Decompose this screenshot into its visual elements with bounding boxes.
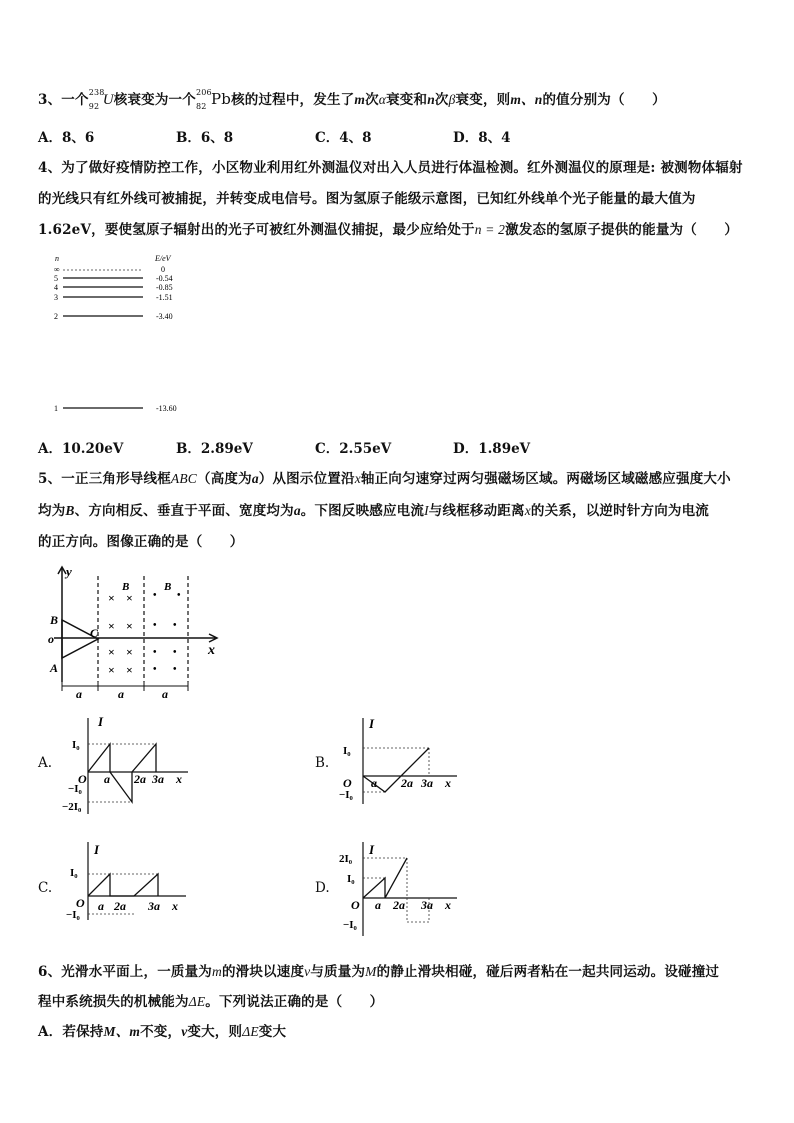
i0-label: I₀ — [347, 873, 355, 885]
q5-abc: ABC — [170, 471, 198, 486]
dot-mark: • — [153, 664, 157, 675]
q5-line-2e: 的关系，以逆时针方向为电流 — [530, 503, 710, 519]
level-label-3: 3 — [54, 293, 58, 302]
q5-line-1b: （高度为 — [197, 471, 252, 487]
cross-mark: × — [108, 645, 115, 659]
field-into-page-crosses — [108, 591, 133, 677]
x-axis-label: x — [445, 776, 451, 790]
minus-2i0-label: −2I₀ — [62, 801, 82, 813]
q5-graph-c[interactable] — [60, 840, 190, 924]
q3-stem — [38, 88, 666, 109]
tick-3a: 3a — [421, 776, 433, 790]
q4-line-3 — [38, 218, 738, 238]
tick-2a: 2a — [393, 898, 405, 912]
alpha-symbol: α — [378, 92, 387, 107]
vertex-c-label: C — [90, 626, 99, 640]
q6-opt-a-2: 不变， — [140, 1024, 182, 1040]
pb-nuclide-numbers — [195, 87, 212, 111]
origin-label: O — [76, 896, 85, 910]
q5-line-2c: 。下图反映感应电流 — [300, 503, 425, 519]
i-axis-label: I — [369, 842, 375, 857]
dim-label-a: a — [162, 687, 168, 700]
tick-2a: 2a — [114, 899, 126, 913]
q6-M: M — [365, 964, 377, 979]
q5-graph-a[interactable] — [60, 710, 200, 818]
q6-opt-a-3: 变大，则 — [187, 1024, 243, 1040]
q5-line-2 — [38, 499, 709, 519]
u-mass: 238 — [88, 87, 105, 97]
q5-x1: x — [354, 471, 361, 486]
q6-delta-e: ΔE — [188, 994, 206, 1009]
q3-mid2: 核的过程中，发生了 — [231, 92, 355, 108]
tick-3a: 3a — [152, 772, 164, 786]
tick-3a: 3a — [148, 899, 160, 913]
q4-option-a[interactable]: A．10.20eV — [38, 441, 124, 457]
dot-mark: • — [177, 590, 181, 601]
tick-a: a — [98, 899, 104, 913]
tick-2a: 2a — [134, 772, 146, 786]
q5-line-1c: ）从图示位置沿 — [258, 471, 355, 487]
q4-option-d[interactable]: D．1.89eV — [453, 441, 531, 457]
q4-option-b[interactable]: B．2.89eV — [176, 441, 253, 457]
q3-option-c[interactable]: C．4、8 — [315, 130, 372, 146]
level-label-2: 2 — [54, 312, 58, 321]
n-header: n — [55, 254, 59, 263]
q3-mn: m、n — [510, 92, 543, 107]
field-out-of-page-dots — [153, 590, 181, 675]
q6-line-1b: 的滑块以速度 — [221, 964, 305, 980]
origin-label: o — [48, 632, 54, 646]
dot-mark: • — [173, 647, 177, 658]
q6-line-2a: 程中系统损失的机械能为 — [38, 994, 189, 1010]
q5-line-1 — [38, 467, 731, 487]
q6-line-1c: 与质量为 — [310, 964, 366, 980]
level-energy-2: -3.40 — [156, 312, 173, 321]
dot-mark: • — [153, 590, 157, 601]
q6-line-2b: 。下列说法正确的是（ ） — [205, 994, 384, 1010]
level-energy-1: -13.60 — [156, 404, 177, 413]
dot-mark: • — [153, 620, 157, 631]
q5-a1: a — [251, 471, 259, 486]
tick-3a: 3a — [421, 898, 433, 912]
cross-mark: × — [126, 663, 133, 677]
q6-opt-a-mm: M、m — [103, 1024, 141, 1039]
vertex-a-label: A — [50, 661, 59, 675]
q3-option-a[interactable]: A．8、6 — [38, 130, 95, 146]
q6-line-1d: 的静止滑块相碰，碰后两者粘在一起共同运动。设碰撞过 — [376, 964, 720, 980]
minus-i0-label: −I₀ — [66, 909, 80, 921]
plus-2i0-label: 2I₀ — [339, 853, 353, 865]
x-axis-label: x — [176, 772, 182, 786]
field-b-label-1: B — [122, 581, 130, 593]
q3-mid4: 衰变和 — [386, 92, 428, 108]
i0-label: I₀ — [343, 745, 351, 757]
dot-mark: • — [153, 647, 157, 658]
i-axis-label: I — [98, 714, 104, 729]
i-axis-label: I — [369, 716, 375, 731]
q6-line-2 — [38, 990, 383, 1010]
field-b-label-2: B — [164, 581, 172, 593]
level-label-5: 5 — [54, 274, 58, 283]
q5-a2: a — [293, 503, 301, 518]
current-curve — [88, 874, 158, 896]
dim-label-a: a — [118, 687, 124, 700]
q5-x2: x — [524, 503, 531, 518]
q5-line-2d: 与线框移动距离 — [428, 503, 525, 519]
cross-mark: × — [108, 663, 115, 677]
q5-graph-b[interactable] — [335, 714, 465, 806]
cross-mark: × — [108, 591, 115, 605]
vertex-b-label: B — [50, 613, 59, 627]
x-axis-label: x — [208, 643, 215, 658]
q5-graph-d[interactable] — [335, 842, 465, 940]
e-header: E/eV — [155, 254, 171, 263]
q3-suffix: 的值分别为（ ） — [542, 92, 666, 108]
level-energy-3: -1.51 — [156, 293, 173, 302]
i0-label: I₀ — [72, 739, 80, 751]
q3-n: n — [427, 92, 435, 107]
cross-mark: × — [108, 619, 115, 633]
x-axis-label: x — [172, 899, 178, 913]
dot-mark: • — [173, 620, 177, 631]
level-energy-inf: 0 — [161, 265, 165, 274]
level-label-4: 4 — [54, 283, 58, 292]
dim-label-a: a — [76, 687, 82, 700]
q3-mid3: 次 — [365, 92, 379, 108]
minus-i0-label: −I₀ — [343, 919, 357, 931]
q5-line-1a: 5、一正三角形导线框 — [38, 471, 171, 487]
tick-2a: 2a — [401, 776, 413, 790]
q3-option-d[interactable]: D．8、4 — [453, 130, 511, 146]
q3-option-b[interactable]: B．6、8 — [176, 130, 234, 146]
q3-prefix: 3、一个 — [38, 92, 89, 108]
minus-i0-label: −I₀ — [68, 783, 82, 795]
q6-v: v — [304, 964, 311, 979]
q4-line-3b: 激发态的氢原子提供的能量为（ ） — [505, 222, 739, 238]
u-nuclide-numbers — [88, 87, 105, 111]
q5-line-3: 的正方向。图像正确的是（ ） — [38, 534, 244, 550]
q6-opt-a-v: v — [181, 1024, 188, 1039]
q3-m: m — [354, 92, 366, 107]
q5-B: B — [65, 503, 75, 518]
tick-a: a — [104, 772, 110, 786]
q5-line-1d: 轴正向匀速穿过两匀强磁场区域。两磁场区域磁感应强度大小 — [360, 471, 731, 487]
pb-mass: 206 — [195, 87, 212, 97]
q5-field-figure — [40, 560, 230, 700]
q6-opt-a-1: A．若保持 — [38, 1024, 104, 1040]
cross-mark: × — [126, 645, 133, 659]
u-charge: 92 — [88, 101, 100, 111]
q4-n-equals-2: n = 2 — [474, 222, 506, 237]
dot-mark: • — [173, 664, 177, 675]
level-energy-4: -0.85 — [156, 283, 173, 292]
q5-line-2a: 均为 — [38, 503, 66, 519]
q4-line-1: 4、为了做好疫情防控工作，小区物业利用红外测温仪对出入人员进行体温检测。红外测温仪的原理是: 被测物体辐射 — [38, 160, 743, 176]
tick-a: a — [371, 776, 377, 790]
q6-opt-a-de: ΔE — [242, 1024, 259, 1039]
q6-m: m — [212, 964, 222, 979]
i-axis-label: I — [94, 842, 100, 857]
origin-label: O — [351, 898, 360, 912]
q5-line-2b: 、方向相反、垂直于平面、宽度均为 — [74, 503, 294, 519]
q4-line-3a: 1.62eV，要使氢原子辐射出的光子可被红外测温仪捕捉，最少应给处于 — [38, 222, 475, 238]
q3-mid1: 核衰变为一个 — [113, 92, 196, 108]
origin-label: O — [343, 776, 352, 790]
q4-option-c[interactable]: C．2.55eV — [315, 441, 392, 457]
q4-line-2: 的光线只有红外线可被捕捉，并转变成电信号。图为氢原子能级示意图，已知红外线单个光子能量的最大值为 — [38, 191, 696, 207]
beta-symbol: β — [448, 92, 456, 107]
q5-option-c-label[interactable]: C. — [38, 880, 53, 896]
q5-I: I — [424, 503, 429, 518]
q6-line-1 — [38, 960, 719, 980]
q3-mid5: 次 — [434, 92, 449, 108]
minus-i0-label: −I₀ — [339, 789, 353, 801]
q5-option-d-label[interactable]: D. — [315, 880, 330, 896]
u-symbol: U — [102, 92, 114, 108]
x-axis-label: x — [445, 898, 451, 912]
q5-option-a-label[interactable]: A. — [38, 755, 53, 771]
cross-mark: × — [126, 591, 133, 605]
y-axis-label: y — [66, 564, 72, 579]
tick-a: a — [375, 898, 381, 912]
q6-line-1a: 6、光滑水平面上，一质量为 — [38, 964, 212, 980]
origin-label: O — [78, 772, 87, 786]
i0-label: I₀ — [70, 867, 78, 879]
level-energy-5: -0.54 — [156, 274, 173, 283]
q6-option-a[interactable] — [38, 1020, 286, 1040]
cross-mark: × — [126, 619, 133, 633]
q6-opt-a-4: 变大 — [258, 1024, 287, 1040]
q5-option-b-label[interactable]: B. — [315, 755, 330, 771]
q3-mid6: 衰变，则 — [455, 92, 511, 108]
level-label-1: 1 — [54, 404, 58, 413]
pb-symbol: Pb — [210, 90, 232, 108]
level-label-inf: ∞ — [54, 265, 60, 274]
energy-level-diagram — [40, 250, 200, 420]
pb-charge: 82 — [195, 101, 207, 111]
current-curve — [363, 858, 407, 898]
